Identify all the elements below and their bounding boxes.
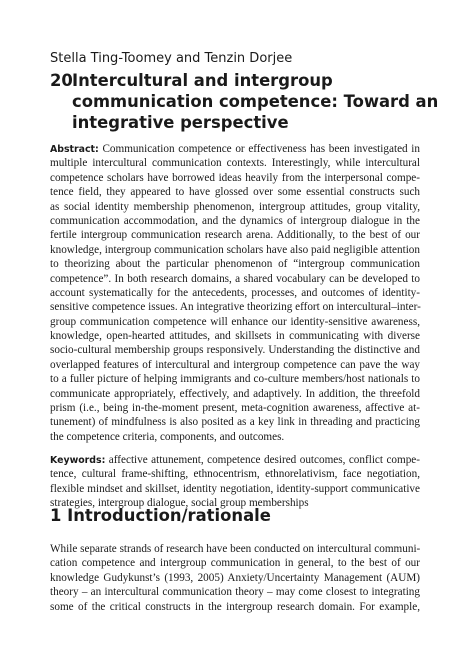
abstract-line: to a fuller picture of helping immigrants and co-culture members/host nationals to: [50, 373, 420, 386]
intro-paragraph: [50, 542, 420, 614]
abstract-line: sensitive competence issues. An integrative theorizing effort on intercultural–inter-: [50, 301, 421, 314]
keywords-line: Keywords: affective attunement, competence desired outcomes, conflict compe-: [50, 454, 420, 466]
abstract-line: overlapped features of intercultural and intergroup competence can pave the way: [50, 358, 420, 371]
abstract-line: knowledge, open-hearted attitudes, and skillsets in communicating with diverse: [50, 330, 420, 343]
abstract-line: competence”. In both research domains, a shared vocabulary can be developed to: [50, 272, 420, 285]
intro-line: theory – an intercultural communication theory – may come closest to integrating: [50, 586, 420, 599]
abstract-line: prism (i.e., being in-the-moment present, meta-cognition awareness, affective at-: [50, 402, 420, 415]
intro-line: cation competence and intergroup communication in general, to the best of our: [50, 557, 420, 570]
abstract-line: the competence criteria, components, and outcomes.: [50, 430, 285, 443]
abstract-line: as social identity membership phenomenon, intergroup attitudes, group vitality,: [50, 200, 420, 213]
abstract-line: communicate appropriately, effectively, and adaptively. In addition, the threefold: [50, 387, 420, 400]
abstract-line: competence scholars have borrowed ideas heavily from the interpersonal compe-: [50, 171, 420, 184]
abstract-line: multiple intercultural communication contexts. Interestingly, while intercultural: [50, 157, 420, 170]
chapter-title-line: integrative perspective: [72, 113, 289, 132]
abstract-label: Abstract:: [50, 144, 99, 155]
abstract-line: knowledge, intergroup communication scholars have also paid negligible attention: [50, 243, 420, 256]
abstract-line: to theorizing about the particular phenomenon of “intergroup communication: [50, 258, 420, 271]
abstract-line: socio-cultural membership groups responsively. Understanding the distinctive and: [50, 344, 420, 357]
chapter-title-line: Intercultural and intergroup: [72, 71, 333, 90]
chapter-number: 20: [50, 71, 73, 90]
keywords-line: tence, cultural frame-shifting, ethnocentrism, ethnorelativism, face negotiation,: [50, 468, 420, 481]
keywords-line: strategies, intergroup dialogue, social group memberships: [50, 497, 309, 510]
abstract-line: Abstract: Communication competence or effectiveness has been investigated in: [50, 143, 421, 155]
intro-line: While separate strands of research have been conducted on intercultural communi-: [50, 543, 421, 555]
abstract-line: group communication competence will enhance our identity-sensitive awareness,: [50, 315, 420, 328]
abstract-line: account systematically for the antecedents, processes, and outcomes of identity-: [50, 286, 420, 299]
abstract-paragraph: [50, 142, 420, 444]
keywords-paragraph: [50, 453, 420, 511]
intro-line: some of the critical constructs in the intergroup research domain. For example,: [50, 600, 420, 613]
abstract-line: communication accommodation, and the dynamics of intergroup dialogue in the: [50, 214, 420, 227]
abstract-line: fertile intergroup communication research arena. Additionally, to the best of our: [50, 229, 420, 242]
keywords-label: Keywords:: [50, 455, 106, 466]
section-heading: 1 Introduction/rationale: [50, 506, 271, 525]
intro-line: knowledge Gudykunst’s (1993, 2005) Anxiety/Uncertainty Management (AUM): [50, 571, 420, 584]
abstract-line: tunement) of mindfulness is also posited as a key link in threading and practicing: [50, 416, 420, 429]
keywords-line: flexible mindset and skillset, identity negotiation, identity-support communicative: [50, 482, 420, 495]
chapter-title-line: communication competence: Toward an: [72, 92, 439, 111]
chapter-authors: Stella Ting-Toomey and Tenzin Dorjee: [50, 51, 293, 66]
abstract-line: tence field, they appeared to have glossed over some essential constructs such: [50, 186, 420, 199]
